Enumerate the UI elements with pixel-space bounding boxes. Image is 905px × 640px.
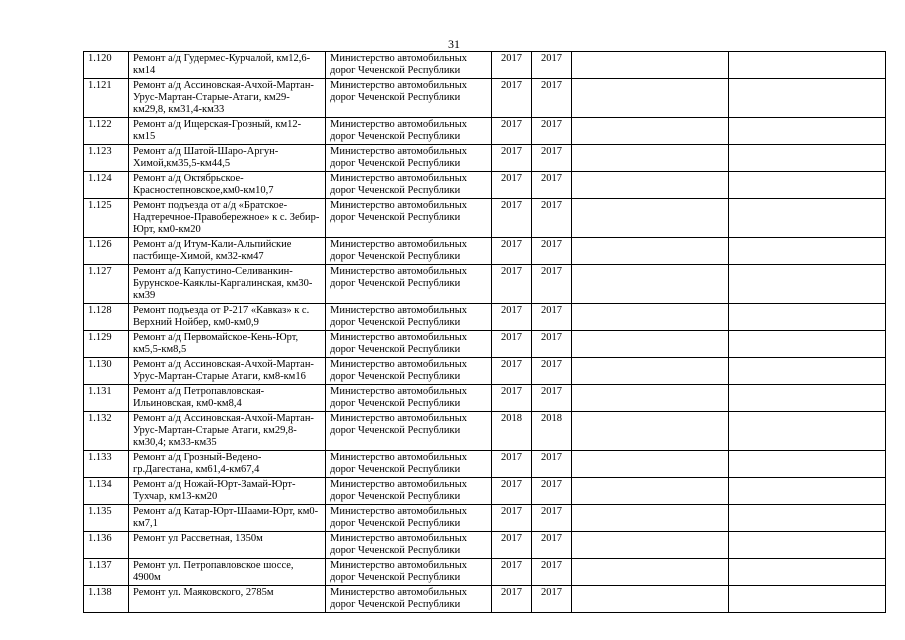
empty-cell <box>729 358 886 385</box>
start-year-cell: 2017 <box>492 304 532 331</box>
road-name-cell: Ремонт ул. Петропавловское шоссе, 4900м <box>129 559 326 586</box>
road-name-cell: Ремонт а/д Шатой-Шаро-Аргун-Химой,км35,5-км44,5 <box>129 145 326 172</box>
road-name-cell: Ремонт а/д Гудермес-Курчалой, км12,6-км14 <box>129 52 326 79</box>
start-year-cell: 2017 <box>492 451 532 478</box>
road-name-cell: Ремонт а/д Ассиновская-Ачхой-Мартан-Урус-Мартан-Старые-Атаги, км29-км29,8, км31,4-км33 <box>129 79 326 118</box>
empty-cell <box>729 172 886 199</box>
empty-cell <box>572 172 729 199</box>
responsible-cell: Министерство автомобильных дорог Чеченской Республики <box>326 385 492 412</box>
row-number-cell: 1.129 <box>84 331 129 358</box>
start-year-cell: 2017 <box>492 79 532 118</box>
responsible-cell: Министерство автомобильных дорог Чеченской Республики <box>326 358 492 385</box>
empty-cell <box>572 505 729 532</box>
start-year-cell: 2017 <box>492 238 532 265</box>
road-name-cell: Ремонт а/д Петропавловская-Ильиновская, км0-км8,4 <box>129 385 326 412</box>
row-number-cell: 1.132 <box>84 412 129 451</box>
end-year-cell: 2017 <box>532 532 572 559</box>
table-row <box>84 505 886 532</box>
row-number-cell: 1.133 <box>84 451 129 478</box>
road-name-cell: Ремонт а/д Ищерская-Грозный, км12-км15 <box>129 118 326 145</box>
table-row <box>84 586 886 613</box>
road-name-cell: Ремонт а/д Итум-Кали-Альпийские пастбище-Химой, км32-км47 <box>129 238 326 265</box>
table-row <box>84 559 886 586</box>
start-year-cell: 2017 <box>492 358 532 385</box>
start-year-cell: 2017 <box>492 331 532 358</box>
end-year-cell: 2017 <box>532 52 572 79</box>
responsible-cell: Министерство автомобильных дорог Чеченской Республики <box>326 265 492 304</box>
responsible-cell: Министерство автомобильных дорог Чеченской Республики <box>326 172 492 199</box>
table-row <box>84 172 886 199</box>
table-row <box>84 79 886 118</box>
row-number-cell: 1.134 <box>84 478 129 505</box>
empty-cell <box>729 238 886 265</box>
start-year-cell: 2017 <box>492 199 532 238</box>
row-number-cell: 1.137 <box>84 559 129 586</box>
road-name-cell: Ремонт а/д Ассиновская-Ачхой-Мартан-Урус-Мартан-Старые Атаги, км8-км16 <box>129 358 326 385</box>
table-row <box>84 199 886 238</box>
row-number-cell: 1.128 <box>84 304 129 331</box>
end-year-cell: 2017 <box>532 505 572 532</box>
table-row <box>84 118 886 145</box>
empty-cell <box>572 331 729 358</box>
road-name-cell: Ремонт а/д Катар-Юрт-Шаами-Юрт, км0-км7,1 <box>129 505 326 532</box>
empty-cell <box>729 118 886 145</box>
end-year-cell: 2017 <box>532 118 572 145</box>
empty-cell <box>572 304 729 331</box>
empty-cell <box>572 358 729 385</box>
responsible-cell: Министерство автомобильных дорог Чеченской Республики <box>326 331 492 358</box>
row-number-cell: 1.122 <box>84 118 129 145</box>
empty-cell <box>572 451 729 478</box>
road-name-cell: Ремонт подъезда от а/д «Братское-Надтеречное-Правобережное» к с. Зебир-Юрт, км0-км20 <box>129 199 326 238</box>
row-number-cell: 1.124 <box>84 172 129 199</box>
responsible-cell: Министерство автомобильных дорог Чеченской Республики <box>326 199 492 238</box>
row-number-cell: 1.123 <box>84 145 129 172</box>
empty-cell <box>729 331 886 358</box>
end-year-cell: 2018 <box>532 412 572 451</box>
empty-cell <box>572 532 729 559</box>
empty-cell <box>572 118 729 145</box>
empty-cell <box>572 145 729 172</box>
start-year-cell: 2017 <box>492 559 532 586</box>
empty-cell <box>729 52 886 79</box>
road-name-cell: Ремонт а/д Ассиновская-Ачхой-Мартан-Урус-Мартан-Старые Атаги, км29,8-км30,4; км33-км35 <box>129 412 326 451</box>
start-year-cell: 2017 <box>492 118 532 145</box>
start-year-cell: 2017 <box>492 265 532 304</box>
road-name-cell: Ремонт ул. Маяковского, 2785м <box>129 586 326 613</box>
page-number: 31 <box>448 37 460 51</box>
empty-cell <box>729 586 886 613</box>
road-name-cell: Ремонт а/д Капустино-Селиванкин-Бурунское-Каяклы-Каргалинская, км30-км39 <box>129 265 326 304</box>
table-row <box>84 238 886 265</box>
row-number-cell: 1.126 <box>84 238 129 265</box>
empty-cell <box>729 451 886 478</box>
responsible-cell: Министерство автомобильных дорог Чеченской Республики <box>326 118 492 145</box>
start-year-cell: 2017 <box>492 385 532 412</box>
empty-cell <box>572 478 729 505</box>
table-row <box>84 532 886 559</box>
row-number-cell: 1.120 <box>84 52 129 79</box>
empty-cell <box>729 559 886 586</box>
responsible-cell: Министерство автомобильных дорог Чеченской Республики <box>326 478 492 505</box>
start-year-cell: 2017 <box>492 532 532 559</box>
empty-cell <box>729 79 886 118</box>
empty-cell <box>729 304 886 331</box>
road-name-cell: Ремонт а/д Первомайское-Кень-Юрт, км5,5-км8,5 <box>129 331 326 358</box>
row-number-cell: 1.136 <box>84 532 129 559</box>
start-year-cell: 2018 <box>492 412 532 451</box>
responsible-cell: Министерство автомобильных дорог Чеченской Республики <box>326 145 492 172</box>
empty-cell <box>729 265 886 304</box>
start-year-cell: 2017 <box>492 52 532 79</box>
end-year-cell: 2017 <box>532 79 572 118</box>
end-year-cell: 2017 <box>532 478 572 505</box>
responsible-cell: Министерство автомобильных дорог Чеченской Республики <box>326 52 492 79</box>
empty-cell <box>572 52 729 79</box>
responsible-cell: Министерство автомобильных дорог Чеченской Республики <box>326 586 492 613</box>
table-row <box>84 331 886 358</box>
empty-cell <box>729 199 886 238</box>
start-year-cell: 2017 <box>492 478 532 505</box>
empty-cell <box>572 199 729 238</box>
responsible-cell: Министерство автомобильных дорог Чеченской Республики <box>326 505 492 532</box>
responsible-cell: Министерство автомобильных дорог Чеченской Республики <box>326 79 492 118</box>
table-row <box>84 52 886 79</box>
empty-cell <box>572 412 729 451</box>
road-name-cell: Ремонт а/д Грозный-Ведено-гр.Дагестана, км61,4-км67,4 <box>129 451 326 478</box>
start-year-cell: 2017 <box>492 586 532 613</box>
responsible-cell: Министерство автомобильных дорог Чеченской Республики <box>326 238 492 265</box>
end-year-cell: 2017 <box>532 172 572 199</box>
table-row <box>84 358 886 385</box>
road-name-cell: Ремонт а/д Ножай-Юрт-Замай-Юрт-Тухчар, км13-км20 <box>129 478 326 505</box>
road-name-cell: Ремонт ул Рассветная, 1350м <box>129 532 326 559</box>
table-row <box>84 304 886 331</box>
row-number-cell: 1.138 <box>84 586 129 613</box>
start-year-cell: 2017 <box>492 145 532 172</box>
end-year-cell: 2017 <box>532 586 572 613</box>
table-row <box>84 451 886 478</box>
empty-cell <box>729 385 886 412</box>
start-year-cell: 2017 <box>492 172 532 199</box>
start-year-cell: 2017 <box>492 505 532 532</box>
row-number-cell: 1.127 <box>84 265 129 304</box>
end-year-cell: 2017 <box>532 304 572 331</box>
responsible-cell: Министерство автомобильных дорог Чеченской Республики <box>326 304 492 331</box>
empty-cell <box>729 532 886 559</box>
road-name-cell: Ремонт а/д Октябрьское-Красностепновское,км0-км10,7 <box>129 172 326 199</box>
program-table <box>83 51 886 613</box>
end-year-cell: 2017 <box>532 385 572 412</box>
end-year-cell: 2017 <box>532 265 572 304</box>
end-year-cell: 2017 <box>532 451 572 478</box>
empty-cell <box>572 79 729 118</box>
table-body <box>84 52 886 613</box>
table-row <box>84 412 886 451</box>
empty-cell <box>572 586 729 613</box>
empty-cell <box>572 238 729 265</box>
responsible-cell: Министерство автомобильных дорог Чеченской Республики <box>326 559 492 586</box>
empty-cell <box>572 559 729 586</box>
row-number-cell: 1.131 <box>84 385 129 412</box>
end-year-cell: 2017 <box>532 331 572 358</box>
empty-cell <box>729 505 886 532</box>
end-year-cell: 2017 <box>532 145 572 172</box>
empty-cell <box>572 385 729 412</box>
row-number-cell: 1.135 <box>84 505 129 532</box>
empty-cell <box>729 145 886 172</box>
empty-cell <box>572 265 729 304</box>
responsible-cell: Министерство автомобильных дорог Чеченской Республики <box>326 451 492 478</box>
responsible-cell: Министерство автомобильных дорог Чеченской Республики <box>326 412 492 451</box>
empty-cell <box>729 478 886 505</box>
table-row <box>84 478 886 505</box>
end-year-cell: 2017 <box>532 238 572 265</box>
row-number-cell: 1.121 <box>84 79 129 118</box>
row-number-cell: 1.125 <box>84 199 129 238</box>
end-year-cell: 2017 <box>532 199 572 238</box>
end-year-cell: 2017 <box>532 559 572 586</box>
road-name-cell: Ремонт подъезда от Р-217 «Кавказ» к с. Верхний Нойбер, км0-км0,9 <box>129 304 326 331</box>
table-row <box>84 265 886 304</box>
responsible-cell: Министерство автомобильных дорог Чеченской Республики <box>326 532 492 559</box>
table-row <box>84 385 886 412</box>
end-year-cell: 2017 <box>532 358 572 385</box>
empty-cell <box>729 412 886 451</box>
table-row <box>84 145 886 172</box>
row-number-cell: 1.130 <box>84 358 129 385</box>
